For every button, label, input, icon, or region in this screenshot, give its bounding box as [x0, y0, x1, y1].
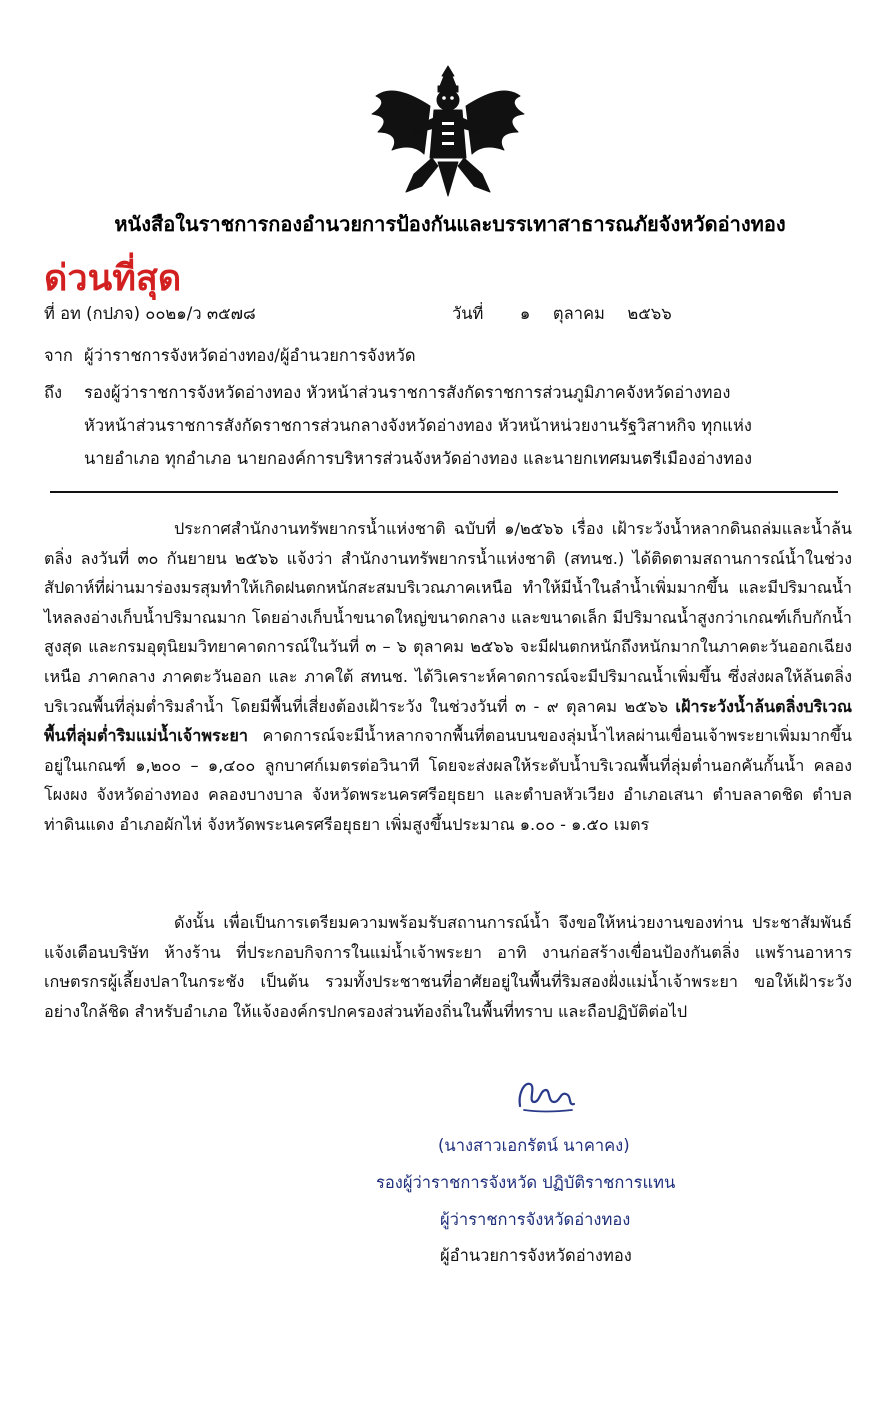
- to-line: นายอำเภอ ทุกอำเภอ นายกองค์การบริหารส่วนจังหวัดอ่างทอง และนายกเทศมนตรีเมืองอ่างทอง: [84, 449, 753, 468]
- to-line: รองผู้ว่าราชการจังหวัดอ่างทอง หัวหน้าส่วนราชการสังกัดราชการส่วนภูมิภาคจังหวัดอ่างทอง: [84, 383, 731, 402]
- handwritten-signature-icon: [510, 1072, 580, 1118]
- body-text: คาดการณ์จะมีน้ำหลากจากพื้นที่ตอนบนของลุ่มน้ำไหลผ่านเขื่อนเจ้าพระยาเพิ่มมากขึ้น อยู่ในเกณฑ์ ๑,๒๐๐ – ๑,๔๐๐ ลูกบาศก์เมตรต่อวินาที โดยจะส่งผลให้ระดับน้ำบริเวณพื้นที่ลุ่มต่ำนอกคันกั้นน้ำ คลองโผงผง จังหวัดอ่างทอง คลองบางบาล จังหวัดพระนครศรีอยุธยา และตำบลหัวเวียง อำเภอเสนา ตำบลลาดชิด ตำบลท่าดินแดง อำเภอผักไห่ จังหวัดพระนครศรีอยุธยา เพิ่มสูงขึ้นประมาณ ๑.๐๐ - ๑.๕๐ เมตร: [44, 726, 852, 834]
- from-text: ผู้ว่าราชการจังหวัดอ่างทอง/ผู้อำนวยการจังหวัด: [84, 346, 416, 365]
- signatory-position: ผู้อำนวยการจังหวัดอ่างทอง: [440, 1246, 632, 1265]
- body-text: ประกาศสำนักงานทรัพยากรน้ำแห่งชาติ ฉบับที่ ๑/๒๕๖๖ เรื่อง เฝ้าระวังน้ำหลากดินถล่มและน้ำล้นตลิ่ง ลงวันที่ ๓๐ กันยายน ๒๕๖๖ แจ้งว่า สำนักงานทรัพยากรน้ำแห่งชาติ (สทนช.) ได้ติดตามสถานการณ์น้ำในช่วงสัปดาห์ที่ผ่านมาร่องมรสุมทำให้เกิดฝนตกหนักสะสมบริเวณภาคเหนือ ทำให้มีน้ำในลำน้ำเพิ่มมากขึ้น และมีปริมาณน้ำไหลลงอ่างเก็บน้ำปริมาณมาก โดยอ่างเก็บน้ำขนาดใหญ่ขนาดกลาง และขนาดเล็ก มีปริมาณน้ำสูงกว่าเกณฑ์เก็บกักน้ำสูงสุด และกรมอุตุนิยมวิทยาคาดการณ์ในวันที่ ๓ – ๖ ตุลาคม ๒๕๖๖ จะมีฝนตกหนักถึงหนักมากในภาคตะวันออกเฉียงเหนือ ภาคกลาง ภาคตะวันออก และ ภาคใต้ สทนช. ได้วิเคราะห์คาดการณ์จะมีปริมาณน้ำเพิ่มขึ้น ซึ่งส่งผลให้ล้นตลิ่งบริเวณพื้นที่ลุ่มต่ำริมลำน้ำ โดยมีพื้นที่เสี่ยงต้องเฝ้าระวัง ในช่วงวันที่ ๓ - ๙ ตุลาคม ๒๕๖๖: [44, 519, 852, 716]
- body-emphasis: เฝ้าระวังน้ำล้นตลิ่งบริเวณพื้นที่ลุ่มต่ำริมแม่น้ำเจ้าพระยา: [44, 696, 852, 746]
- to-line: หัวหน้าส่วนราชการสังกัดราชการส่วนกลางจังหวัดอ่างทอง หัวหน้าหน่วยงานรัฐวิสาหกิจ ทุกแห่ง: [84, 416, 752, 435]
- signatory-position: ผู้ว่าราชการจังหวัดอ่างทอง: [440, 1210, 631, 1229]
- garuda-emblem-icon: [368, 62, 528, 202]
- document-heading: หนังสือในราชการกองอำนวยการป้องกันและบรรเทาสาธารณภัยจังหวัดอ่างทอง: [114, 212, 786, 236]
- date-line: [452, 301, 672, 327]
- reference-number: ที่ อท (กปภจ) ๐๐๒๑/ว ๓๕๗๘: [44, 304, 256, 323]
- signatory-position: รองผู้ว่าราชการจังหวัด ปฏิบัติราชการแทน: [376, 1173, 676, 1192]
- body-paragraph-1: [44, 514, 852, 840]
- date-year: ๒๕๖๖: [627, 304, 672, 323]
- urgency-stamp: ด่วนที่สุด: [44, 258, 182, 299]
- date-month: ตุลาคม: [552, 304, 605, 323]
- date-day: ๑: [519, 304, 531, 323]
- body-text: ดังนั้น เพื่อเป็นการเตรียมความพร้อมรับสถานการณ์น้ำ จึงขอให้หน่วยงานของท่าน ประชาสัมพันธ์แจ้งเตือนบริษัท ห้างร้าน ที่ประกอบกิจการในแม่น้ำเจ้าพระยา อาทิ งานก่อสร้างเขื่อนป้องกันตลิ่ง แพร้านอาหาร เกษตรกรผู้เลี้ยงปลาในกระชัง เป็นต้น รวมทั้งประชาชนที่อาศัยอยู่ในพื้นที่ริมสองฝั่งแม่น้ำเจ้าพระยา ขอให้เฝ้าระวังอย่างใกล้ชิด สำหรับอำเภอ ให้แจ้งองค์กรปกครองส่วนท้องถิ่นในพื้นที่ทราบ และถือปฏิบัติต่อไป: [44, 913, 852, 1021]
- body-paragraph-2: [44, 908, 852, 1026]
- from-label: จาก: [44, 346, 73, 365]
- date-label: วันที่: [452, 304, 484, 323]
- divider-line: [50, 491, 838, 493]
- to-label: ถึง: [44, 383, 63, 402]
- signatory-name: (นางสาวเอกรัตน์ นาคาคง): [438, 1136, 630, 1155]
